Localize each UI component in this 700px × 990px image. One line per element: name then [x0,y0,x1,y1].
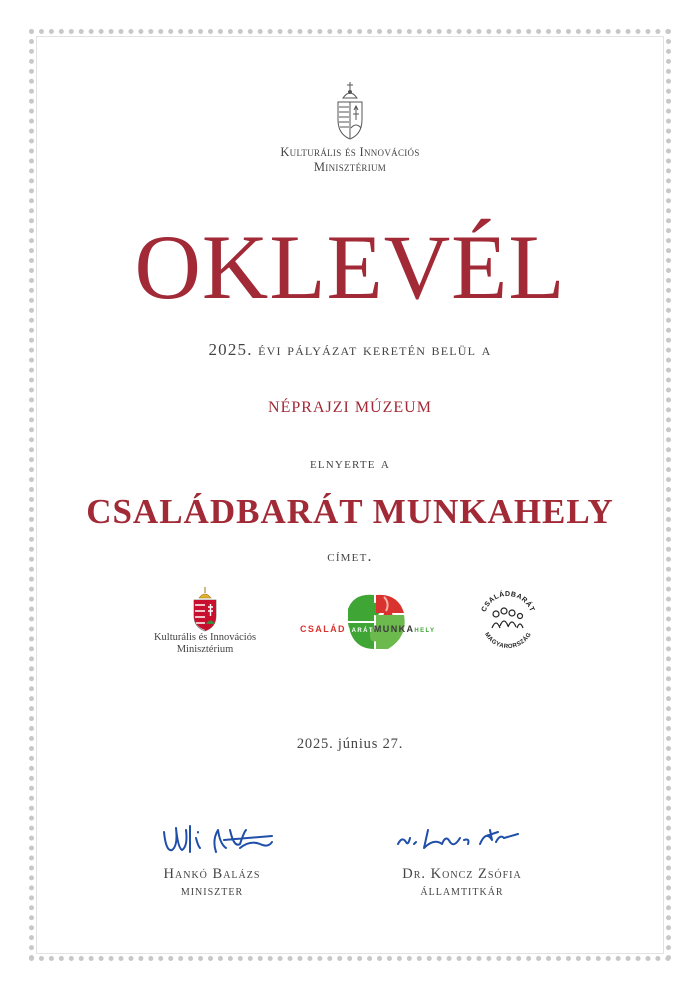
signature-right [394,820,524,854]
logo-text-hely: HELY [414,628,436,634]
issue-date: 2025. június 27. [296,736,404,752]
signatory-left-role: miniszter [180,883,244,899]
ministry-logo-line2: Minisztérium [176,644,234,655]
won-text: elnyerte a [309,455,391,472]
signatory-right [342,866,582,900]
csaladbarat-munkahely-puzzle-icon [344,589,410,653]
csaladbarat-magyarorszag-logo [474,586,542,654]
signatory-left [92,866,332,900]
intro-text: 2025. évi pályázat keretén belül a [208,340,492,359]
ministry-logo-text [135,632,275,656]
ministry-name-line1: Kulturális és Innovációs [280,145,420,159]
signature-left [160,818,288,862]
document-title: OKLEVÉL [134,216,566,318]
logo-text-munka: MUNKA [373,624,415,634]
coat-of-arms-small-icon [191,586,219,632]
ministry-header [0,145,700,175]
signatory-right-role: államtitkár [420,883,504,899]
award-name: CSALÁDBARÁT MUNKAHELY [86,492,614,531]
round-logo-top-text: CSALÁDBARÁT [480,590,536,614]
ministry-logo-line1: Kulturális és Innovációs [153,632,257,643]
signatory-left-name: Hankó Balázs [163,866,261,882]
logo-text-csalad: CSALÁD [300,624,346,634]
round-logo-bottom-text: MAGYARORSZÁG [483,631,533,651]
csaladbarat-munkahely-logo-text [300,624,435,634]
svg-text:CSALÁDBARÁT [481,589,536,613]
title-suffix-text: címet. [327,548,373,565]
organization-name: NÉPRAJZI MÚZEUM [268,399,432,416]
ministry-name-line2: Minisztérium [313,160,387,174]
signatory-right-name: Dr. Koncz Zsófia [402,866,522,882]
logo-text-barat: BARÁT [345,628,374,634]
coat-of-arms-icon [333,80,367,142]
svg-text:MAGYARORSZÁG [483,632,533,650]
